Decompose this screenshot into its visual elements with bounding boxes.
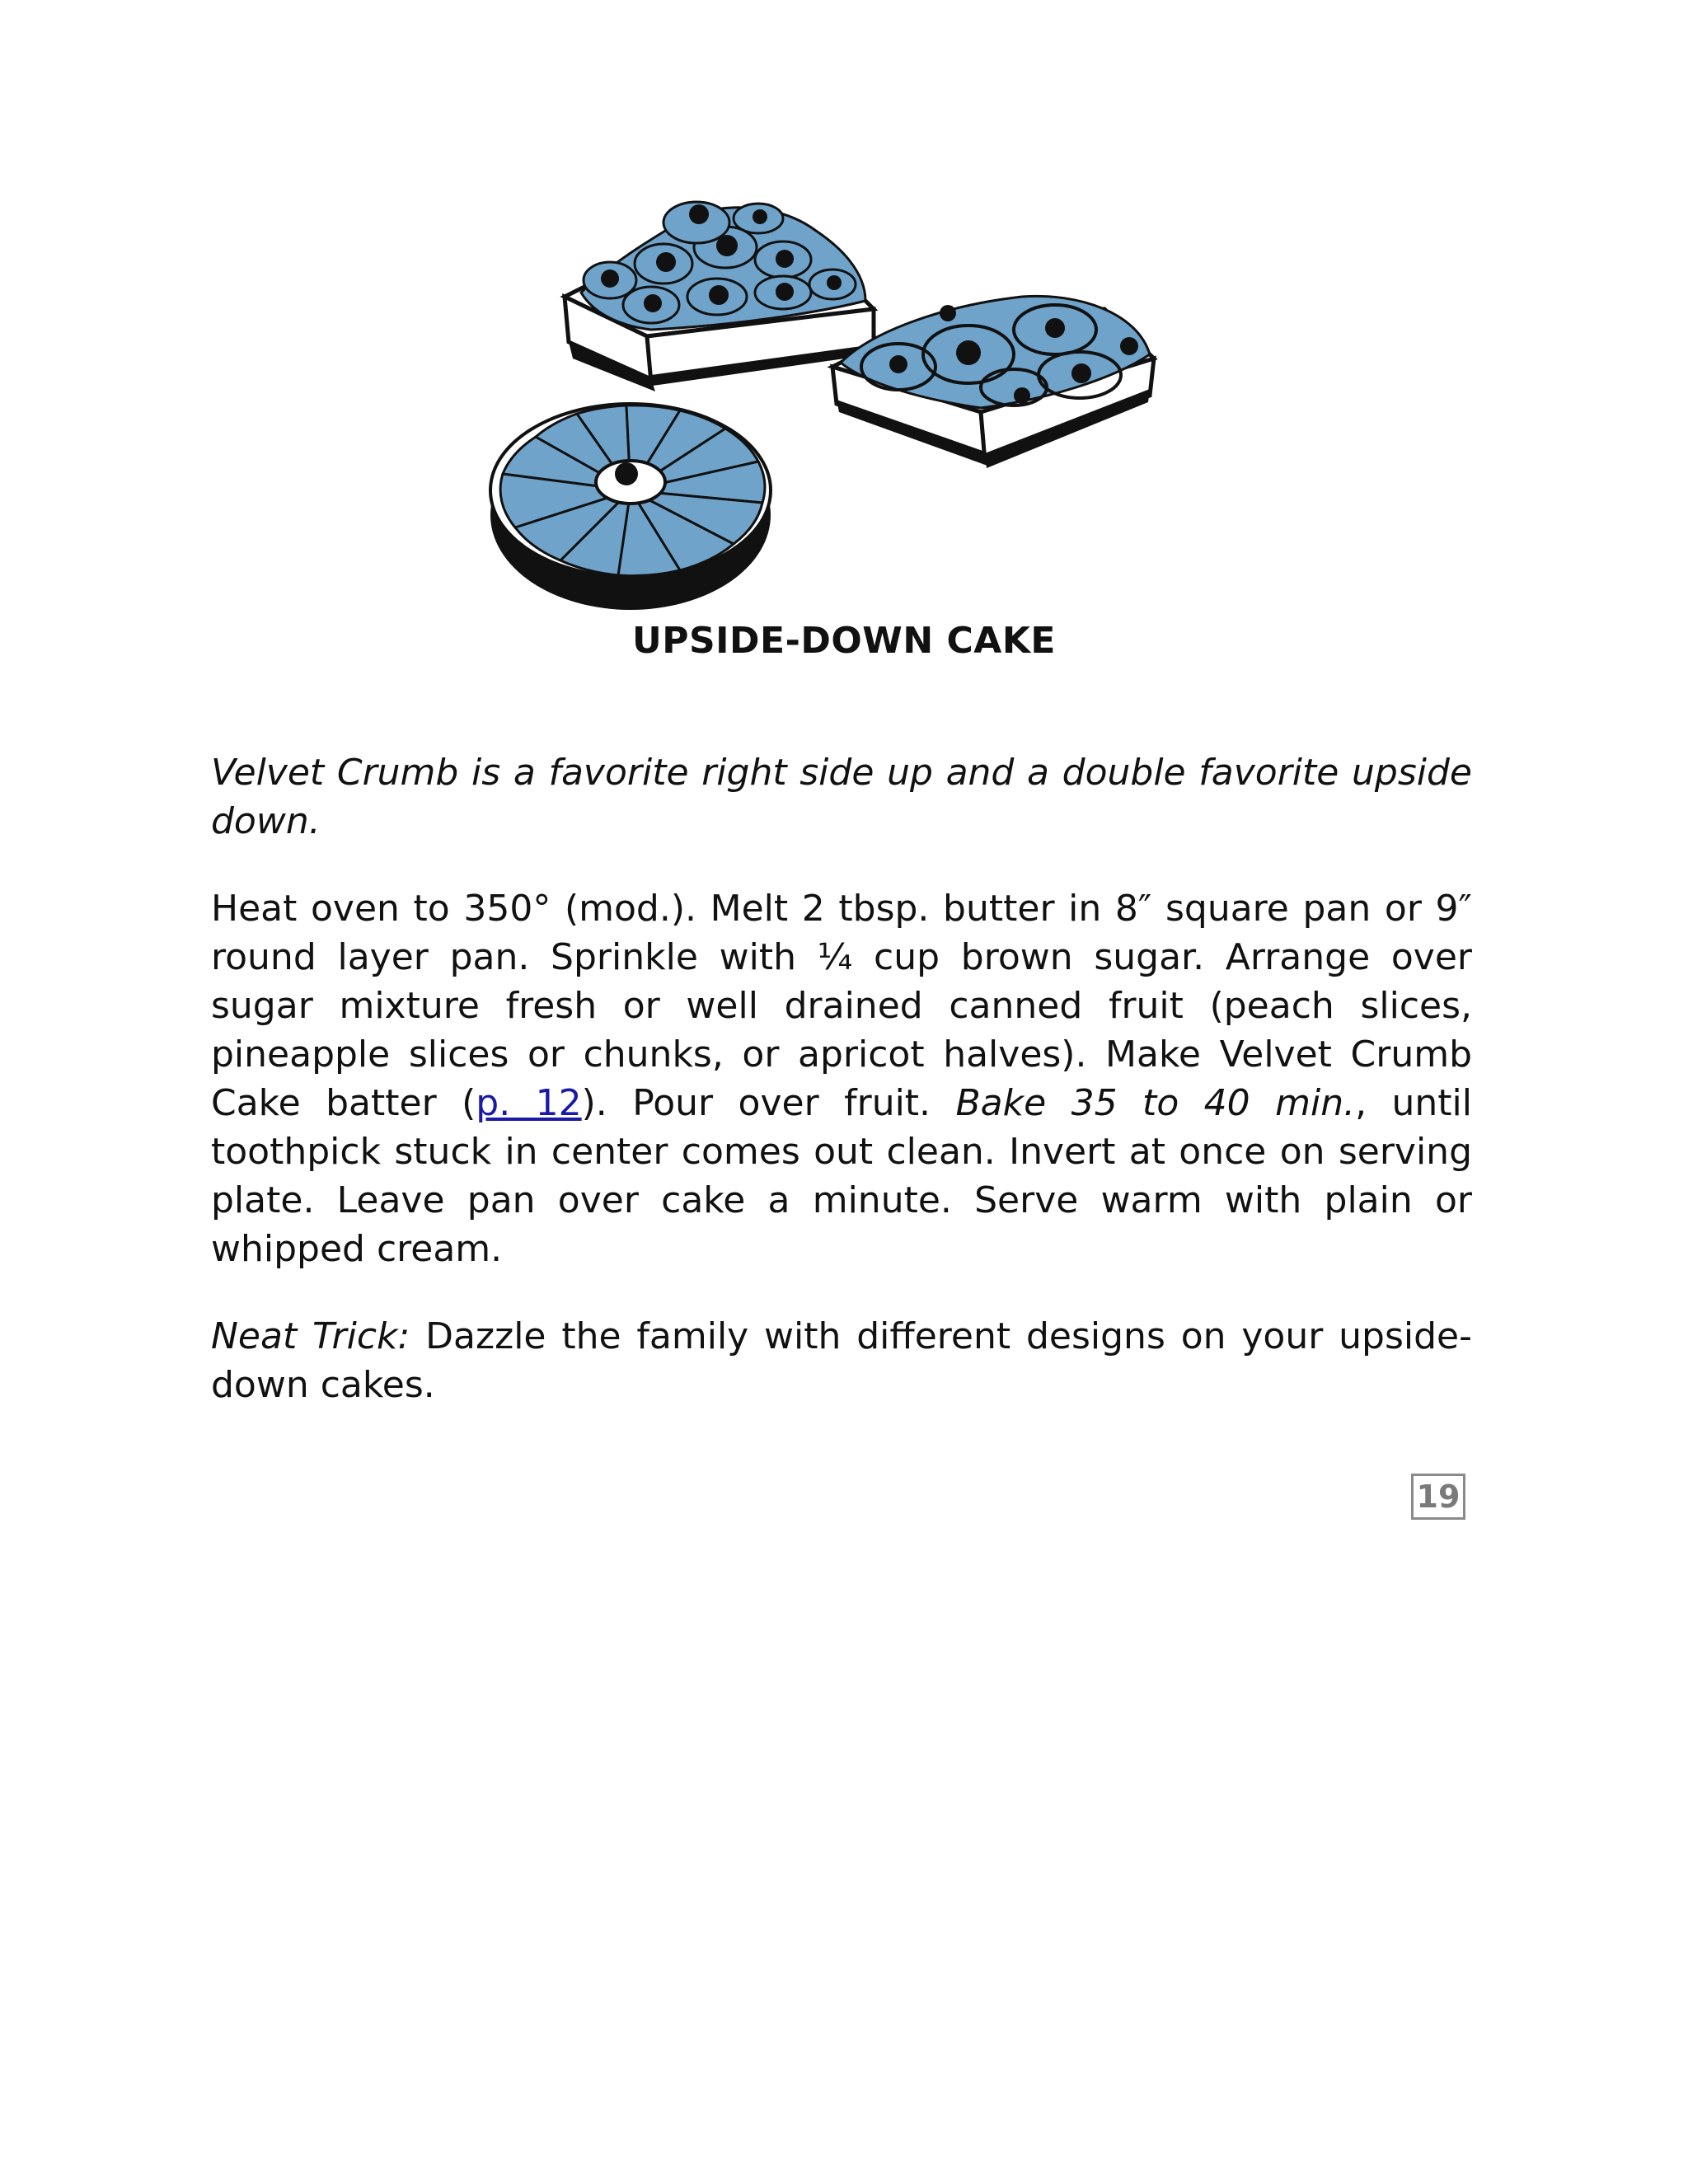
recipe-intro: Velvet Crumb is a favorite right side up and a double favorite upside down. [211, 752, 1472, 842]
square-cake-right [832, 296, 1154, 468]
instructions-text-1: Heat oven to 350° (mod.). Melt 2 tbsp. butter in 8″ square pan or 9″ round layer pan. Sprinkle with ¼ cup brown sugar. Arrange over sugar mixture fresh or well drained canned fruit (peach slices, pineapple slices or chunks, or apricot halves). Make Velvet Crumb Cake batter ( [211, 888, 1472, 1124]
bake-time: Bake 35 to 40 min. [955, 1082, 1356, 1124]
tip-label: Neat Trick: [211, 1315, 410, 1357]
recipe-content [211, 748, 1472, 1448]
round-ring-cake [490, 404, 771, 610]
recipe-title: UPSIDE-DOWN CAKE [632, 620, 1056, 662]
recipe-instructions [211, 884, 1472, 1273]
instructions-text-3: , until toothpick stuck in center comes out clean. Invert at once on serving plate. Leave pan over cake a minute. Serve warm with plain or whipped cream. [211, 1082, 1472, 1270]
instructions-text-2: ). Pour over fruit. [581, 1082, 956, 1124]
page-12-link[interactable]: p. 12 [476, 1082, 582, 1124]
page-number: 19 [1411, 1474, 1465, 1520]
square-cake-left [565, 202, 874, 391]
upside-down-cakes-illustration [486, 190, 1179, 618]
recipe-tip [211, 1312, 1472, 1409]
tip-text: Dazzle the family with different designs on your upside-down cakes. [211, 1315, 1472, 1406]
